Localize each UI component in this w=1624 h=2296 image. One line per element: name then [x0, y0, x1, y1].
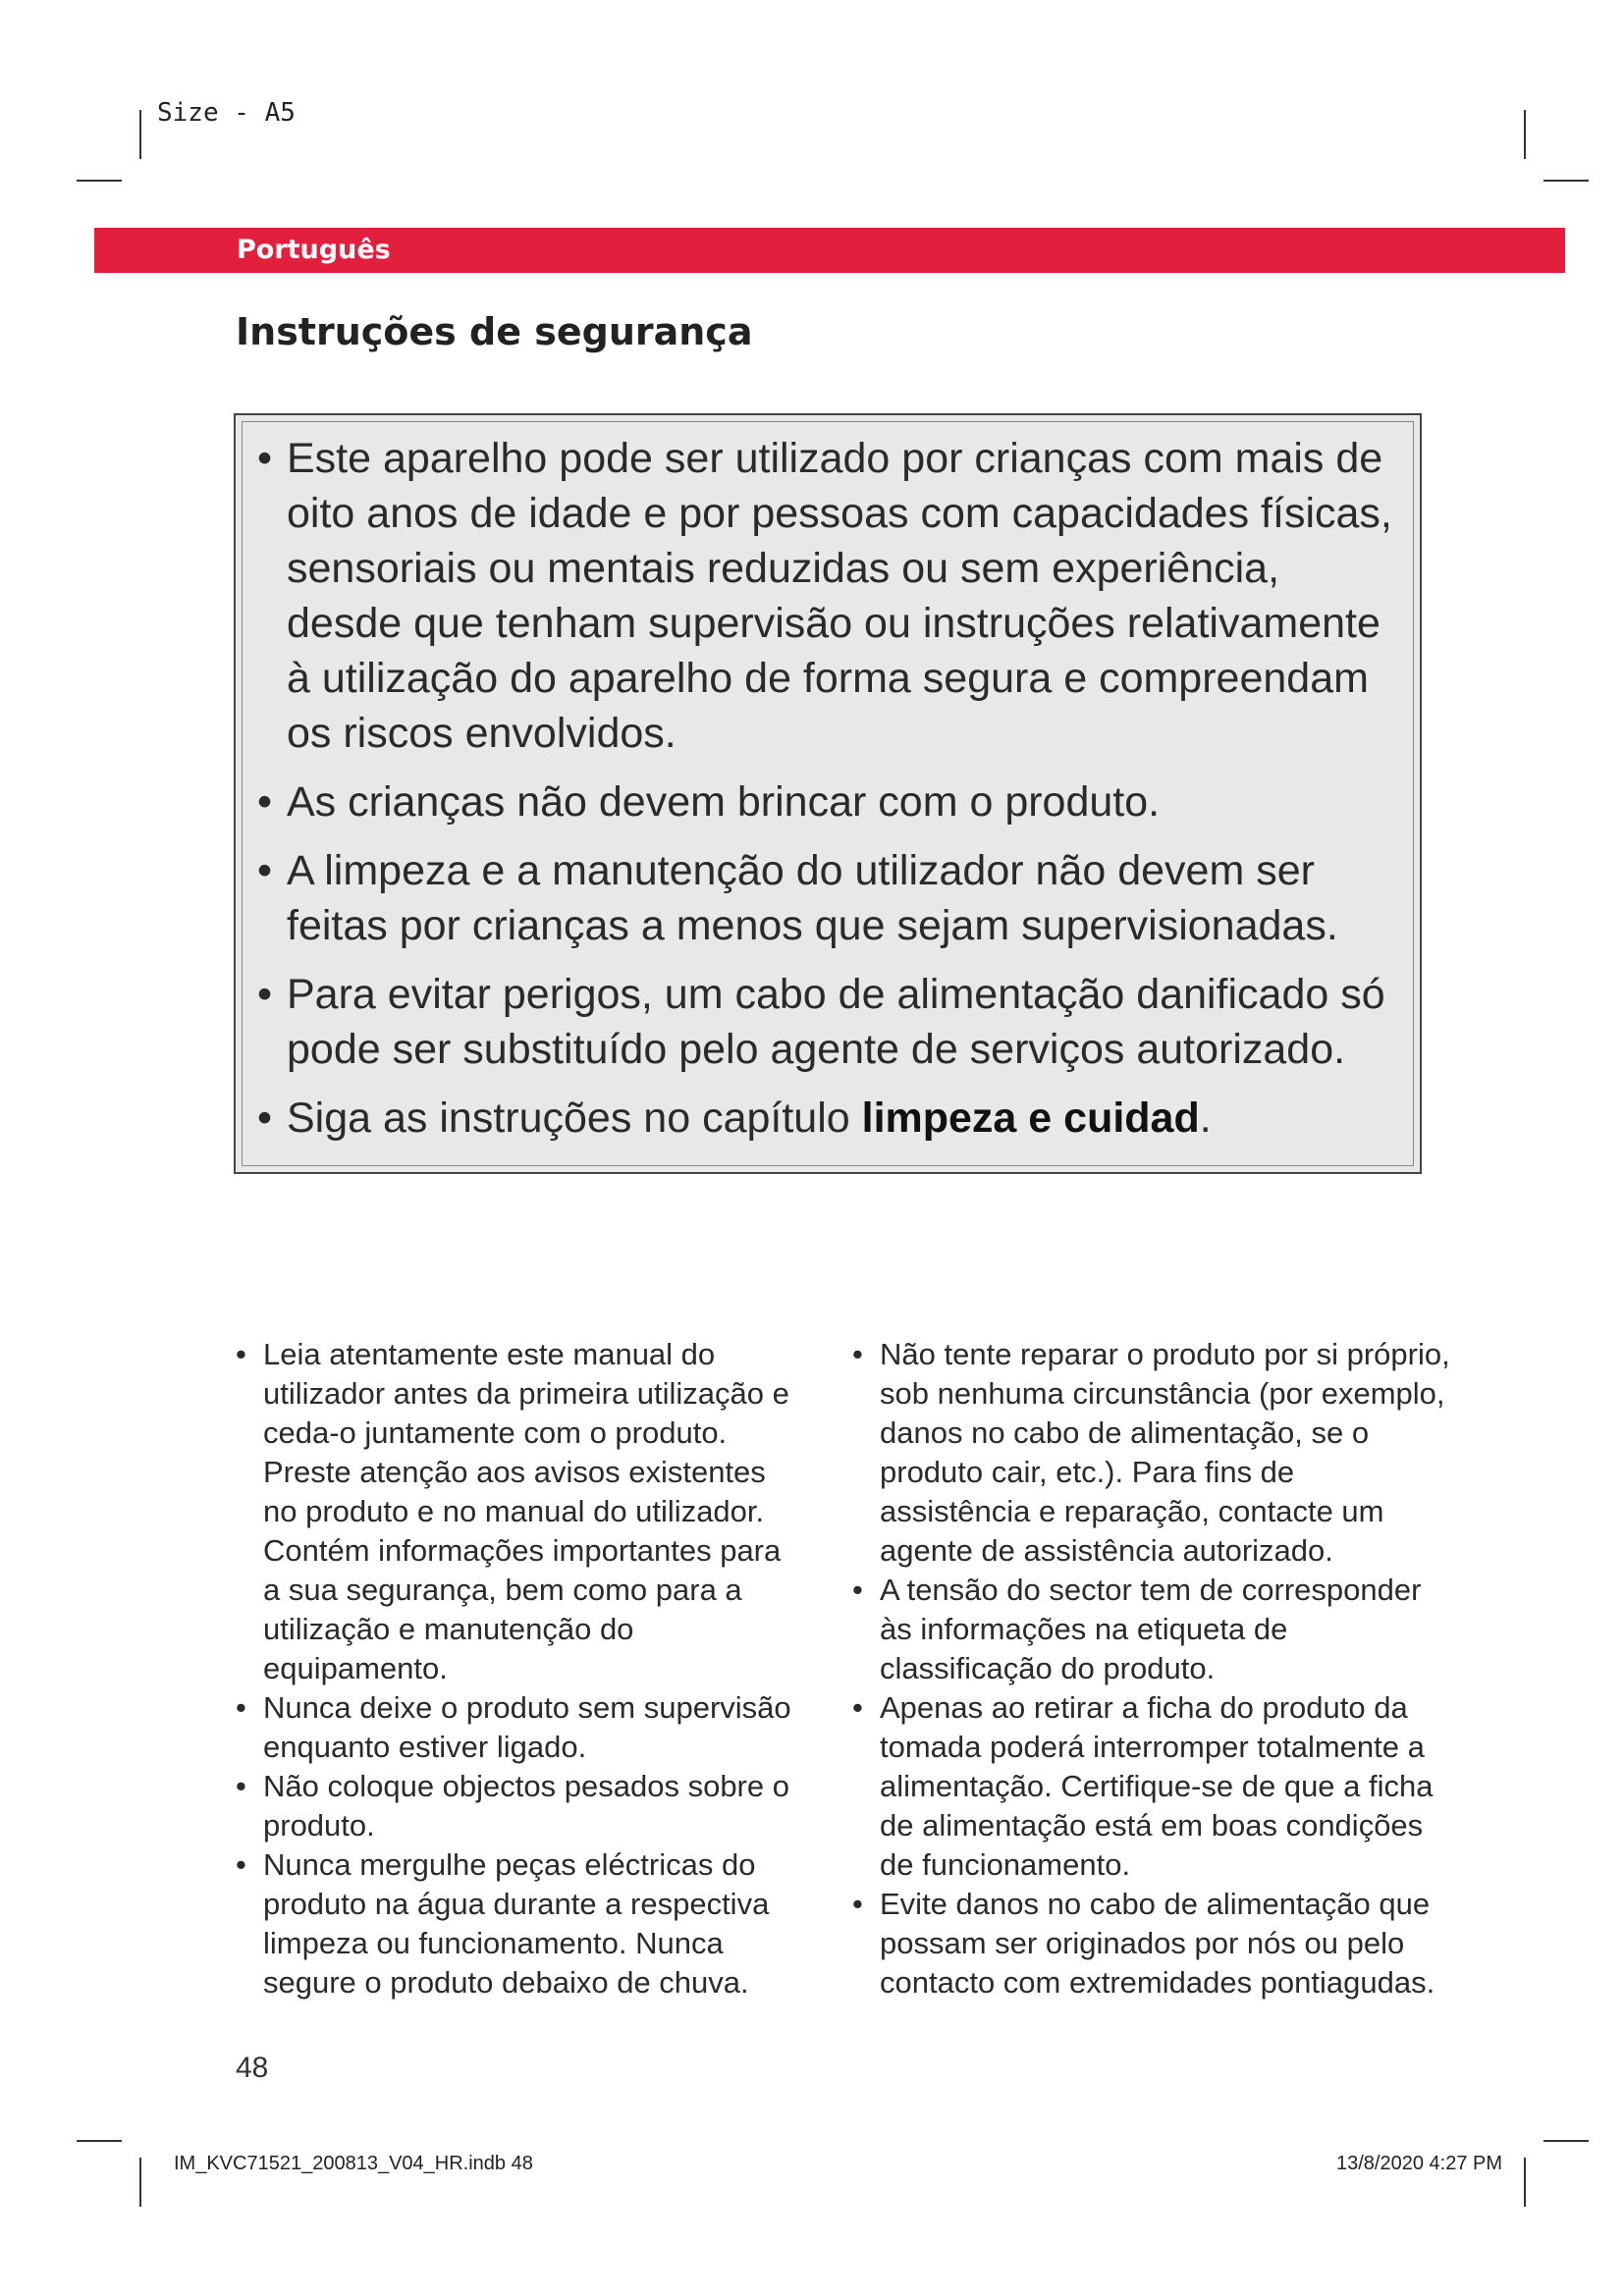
safety-item: • A limpeza e a manutenção do utilizador não devem ser feitas por crianças a menos que sejam supervisionadas. [257, 843, 1400, 953]
list-item: • Apenas ao retirar a ficha do produto da tomada poderá interromper totalmente a alimentação. Certifique-se de que a ficha de alimentação está em boas condições de funcionamento. [852, 1688, 1451, 1885]
page-number: 48 [236, 2052, 269, 2084]
list-item: • A tensão do sector tem de corresponder às informações na etiqueta de classificação do produto. [852, 1571, 1451, 1688]
list-item: • Evite danos no cabo de alimentação que possam ser originados por nós ou pelo contacto com extremidades pontiagudas. [852, 1885, 1451, 2002]
language-bar [94, 228, 1565, 273]
language-label: Português [237, 235, 391, 265]
crop-mark [139, 110, 141, 159]
crop-mark [1524, 110, 1526, 159]
safety-warning-box [234, 413, 1422, 1174]
crop-mark [77, 2140, 122, 2142]
safety-item-suffix: . [1199, 1095, 1212, 1142]
size-slug: Size - A5 [157, 98, 296, 128]
safety-item: • As crianças não devem brincar com o produto. [257, 774, 1400, 829]
safety-item: • Este aparelho pode ser utilizado por crianças com mais de oito anos de idade e por pessoas com capacidades físicas, sensoriais ou mentais reduzidas ou sem experiência, desde que tenham supervisão ou instruções relativamente à utilização do aparelho de forma segura e compreendam os riscos envolvidos. [257, 431, 1400, 761]
crop-mark [77, 180, 122, 182]
safety-list [236, 415, 1420, 1146]
crop-mark [1543, 180, 1589, 182]
chapter-reference: limpeza e cuidad [861, 1095, 1200, 1142]
crop-mark [1524, 2158, 1526, 2207]
crop-mark [1543, 2140, 1589, 2142]
safety-item-prefix: Siga as instruções no capítulo [287, 1095, 862, 1142]
crop-mark [139, 2158, 141, 2207]
list-item: • Não coloque objectos pesados sobre o produto. [236, 1767, 795, 1845]
footer-timestamp: 13/8/2020 4:27 PM [1335, 2153, 1502, 2174]
right-column-list [852, 1335, 1451, 2002]
page-heading: Instruções de segurança [236, 310, 753, 353]
list-item: • Nunca deixe o produto sem supervisão enquanto estiver ligado. [236, 1688, 795, 1767]
safety-item-last [257, 1091, 1400, 1146]
safety-item: • Para evitar perigos, um cabo de alimentação danificado só pode ser substituído pelo agente de serviços autorizado. [257, 967, 1400, 1077]
footer-filename: IM_KVC71521_200813_V04_HR.indb 48 [174, 2153, 533, 2174]
left-column-list [236, 1335, 795, 2002]
list-item: • Não tente reparar o produto por si próprio, sob nenhuma circunstância (por exemplo, danos no cabo de alimentação, se o produto cair, etc.). Para fins de assistência e reparação, contacte um agente de assistência autorizado. [852, 1335, 1451, 1571]
list-item: • Leia atentamente este manual do utilizador antes da primeira utilização e ceda-o juntamente com o produto. Preste atenção aos avisos existentes no produto e no manual do utilizador. Contém informações importantes para a sua segurança, bem como para a utilização e manutenção do equipamento. [236, 1335, 795, 1688]
list-item: • Nunca mergulhe peças eléctricas do produto na água durante a respectiva limpeza ou funcionamento. Nunca segure o produto debaixo de chuva. [236, 1845, 795, 2002]
